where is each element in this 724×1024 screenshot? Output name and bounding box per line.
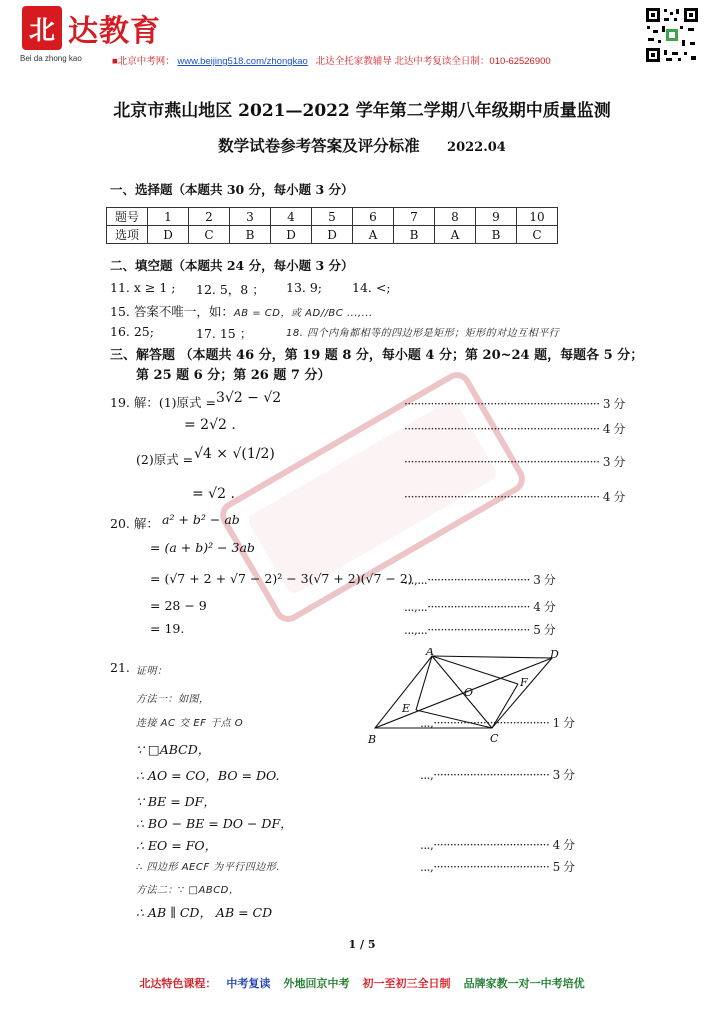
q19-score-2: ··························································· 4 分: [404, 422, 625, 436]
q19-expr-3: √4 × √(1/2): [194, 446, 275, 462]
figure-label-c: C: [490, 732, 499, 745]
figure-label-f: F: [520, 676, 528, 689]
q21-score-1: ...,··································· 1 分: [420, 716, 575, 730]
q21-step-ab-cd: ∴ AB ∥ CD， AB = CD: [136, 905, 273, 920]
footer-course-2: 外地回京中考: [283, 978, 350, 990]
answer-14: 14. <;: [352, 280, 391, 295]
q21-score-4: ...,··································· 5 分: [420, 860, 575, 874]
answer-15: [110, 302, 373, 320]
q20-score-2: ...,...······························· 4 分: [404, 600, 556, 614]
table-cell: 3: [230, 208, 271, 226]
answer-18: [286, 324, 559, 339]
q21-step-given: ∵ BE = DF，: [136, 794, 216, 809]
brand-pinyin: Bei da zhong kao: [20, 54, 82, 63]
figure-label-o: O: [464, 686, 474, 699]
q19-expr-2: = 2√2 .: [184, 417, 236, 433]
q20-expr-2: = (a + b)² − 3ab: [150, 540, 255, 555]
table-header-cell: 题号: [107, 208, 148, 226]
table-cell: B: [394, 226, 435, 244]
answer-15-prefix: 15. 答案不唯一，如：: [110, 304, 234, 319]
q20-score-1: ...,...······························· 3 分: [404, 573, 556, 587]
table-header-cell: 选项: [107, 226, 148, 244]
q19-expr-1: 3√2 − √2: [216, 390, 282, 406]
figure-label-e: E: [402, 702, 411, 715]
q21-method-2: 方法二：∵ □ABCD，: [136, 885, 240, 896]
page-number: 1 / 5: [348, 938, 376, 951]
q20-expr-5: = 19.: [150, 621, 185, 636]
answer-13: 13. 9;: [286, 280, 323, 295]
q19-score-4: ··························································· 4 分: [404, 490, 625, 504]
table-cell: D: [148, 226, 189, 244]
section-fill-title: 二、填空题（本题共 24 分，每小题 3 分）: [110, 258, 354, 273]
q21-proof: 证明：: [136, 666, 168, 677]
table-row: [107, 226, 558, 244]
table-cell: 4: [271, 208, 312, 226]
q19-label-2: (2)原式 =: [136, 452, 194, 467]
q21-step-subtract: ∴ BO − BE = DO − DF，: [136, 816, 293, 831]
q21-score-3: ...,··································· 4 分: [420, 838, 575, 852]
q19-score-3: ··························································· 3 分: [404, 455, 625, 469]
document-subtitle: [0, 134, 724, 156]
q20-expr-3: = (√7 + 2 + √7 − 2)² − 3(√7 + 2)(√7 − 2): [150, 571, 413, 586]
table-cell: B: [230, 226, 271, 244]
table-row: [107, 208, 558, 226]
figure-label-a: A: [426, 648, 434, 658]
q21-step-conclusion: ∴ 四边形 AECF 为平行四边形.: [136, 862, 280, 873]
section-solution-title-b: 第 25 题 6 分；第 26 题 7 分）: [136, 368, 331, 383]
q21-step-connect: 连接 AC 交 EF 于点 O: [136, 718, 244, 729]
brand-logo-name: 达教育: [68, 14, 161, 49]
answer-17: 17. 15 ；: [196, 326, 253, 341]
footer-course-4: 品牌家教一对一中考培优: [463, 978, 585, 990]
q19-score-1: ··························································· 3 分: [404, 397, 625, 411]
footer-label: 北达特色课程：: [139, 978, 217, 990]
answer-11: 11. x ≥ 1 ;: [110, 280, 176, 295]
table-cell: 5: [312, 208, 353, 226]
q21-score-2: ...,··································· 3 分: [420, 768, 575, 782]
table-cell: A: [353, 226, 394, 244]
answer-18-text: 18. 四个内角都相等的四边形是矩形；矩形的对边互相平行: [286, 328, 560, 339]
table-cell: 6: [353, 208, 394, 226]
website-link[interactable]: www.beijing518.com/zhongkao: [177, 56, 308, 67]
figure-label-b: B: [368, 733, 377, 746]
answer-table: [106, 207, 558, 244]
table-cell: 7: [394, 208, 435, 226]
q21-step-eo-fo: ∴ EO = FO，: [136, 838, 218, 853]
answer-16: 16. 25;: [110, 324, 154, 339]
answer-15-body: AB = CD，或 AD//BC ...,...: [233, 308, 373, 319]
table-cell: C: [189, 226, 230, 244]
q20-expr-1: a² + b² − ab: [162, 512, 240, 527]
table-cell: 9: [476, 208, 517, 226]
q21-label: 21.: [110, 660, 130, 675]
table-cell: C: [517, 226, 558, 244]
q21-method-1: 方法一：如图，: [136, 694, 210, 705]
q20-label: 20. 解：: [110, 516, 159, 531]
document-title: 北京市燕山地区 2021—2022 学年第二学期八年级期中质量监测: [113, 101, 611, 121]
subtitle-text: 数学试卷参考答案及评分标准: [218, 136, 420, 155]
q20-expr-4: = 28 − 9: [150, 598, 207, 613]
table-cell: D: [312, 226, 353, 244]
section-solution-title-a: 三、解答题 （本题共 46 分，第 19 题 8 分，每小题 4 分；第 20~24 题，每题各 5 分；: [110, 348, 644, 363]
qr-code-icon: [644, 6, 700, 64]
exam-date: 2022.04: [447, 140, 506, 155]
table-cell: B: [476, 226, 517, 244]
answer-12: 12. 5，8 ；: [196, 282, 265, 297]
table-cell: 1: [148, 208, 189, 226]
footer-course-1: 中考复读: [226, 978, 271, 990]
header-slogan: 北达全托家教辅导 北达中考复读全日制：010-62526900: [315, 56, 551, 67]
q19-label: 19. 解：(1)原式 =: [110, 395, 217, 410]
table-cell: 10: [517, 208, 558, 226]
section-choice-title: 一、选择题（本题共 30 分，每小题 3 分）: [110, 182, 354, 197]
q21-step-midpoints: ∴ AO = CO，BO = DO.: [136, 768, 280, 783]
header-links: [112, 53, 551, 67]
table-cell: D: [271, 226, 312, 244]
q20-score-3: ...,...······························· 5 分: [404, 623, 556, 637]
footer-course-3: 初一至初三全日制: [362, 978, 451, 990]
brand-logo-mark: 北: [22, 6, 62, 50]
footer-courses: [0, 975, 724, 991]
table-cell: 2: [189, 208, 230, 226]
q19-expr-4: = √2 .: [192, 486, 235, 502]
table-cell: A: [435, 226, 476, 244]
parallelogram-figure: [360, 648, 570, 746]
table-cell: 8: [435, 208, 476, 226]
link-prefix: ■北京中考网：: [112, 56, 175, 67]
figure-label-d: D: [550, 648, 559, 661]
q21-step-parallelogram: ∵ □ABCD，: [136, 742, 211, 757]
